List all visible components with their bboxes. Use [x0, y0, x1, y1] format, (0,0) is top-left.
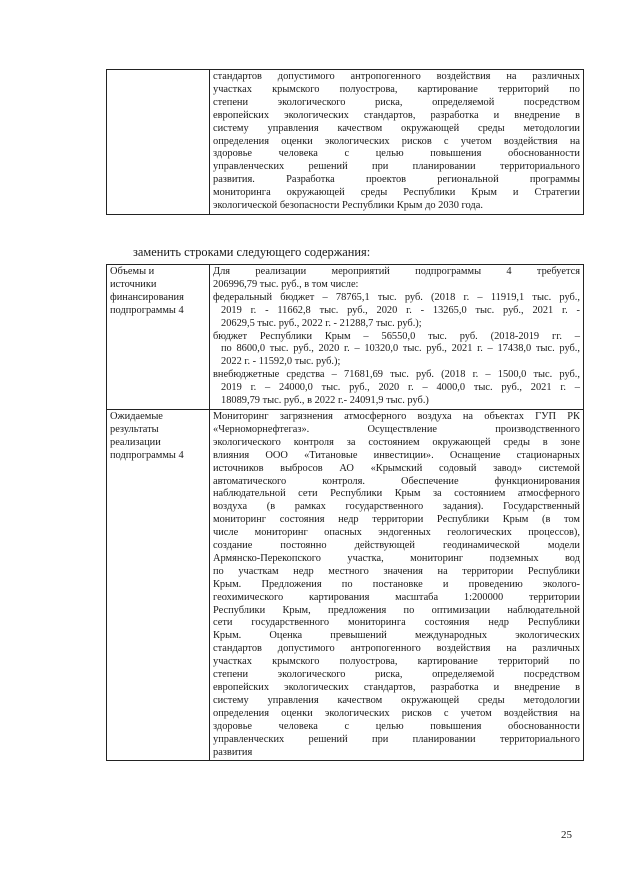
text-line: степени экологического риска, определяемой посредством [213, 669, 580, 681]
text-line: систему управления качеством окружающей среды методологии [213, 122, 580, 134]
text-line: управленческих решений при планировании территориального [213, 733, 580, 745]
text-line: участках крымского полуострова, картирование территорий по [213, 83, 580, 95]
label-line: подпрограммы 4 [110, 449, 184, 461]
table-row [107, 70, 584, 215]
label-line: Объемы и [110, 266, 155, 277]
text-line: 20629,5 тыс. руб., 2022 г. - 21288,7 тыс. руб.); [221, 317, 422, 329]
text-line: влияния ООО «Титановые инвестиции». Оснащение стационарных [213, 449, 580, 461]
text-line: по 8600,0 тыс. руб., 2020 г. – 10320,0 тыс. руб., 2021 г. – 17438,0 тыс. руб., [221, 343, 580, 355]
text-line: систему управления качеством окружающей среды методологии [213, 694, 580, 706]
text-line: Армянско-Перекопского участка, мониторинг подземных вод [213, 552, 580, 564]
results-label-cell [107, 409, 210, 760]
text-line: числе мониторинг опасных эндогенных геологических процессов), [213, 527, 580, 539]
financing-content-cell [210, 265, 584, 410]
text-line: европейских экологических стандартов, разработка и внедрение в [213, 682, 580, 693]
text-line: экологической безопасности Республики Крым до 2030 года. [213, 200, 483, 212]
text-line: стандартов допустимого антропогенного воздействия на различных [213, 71, 580, 82]
text-line: автоматического контроля. Обеспечение функционирования [213, 475, 580, 487]
text-line: воздуха (в рамках государственного задания). Государственный [213, 501, 580, 513]
text-line: экологического контроля за состоянием окружающей среды в зоне [213, 436, 580, 448]
text-line: источников выбросов АО «Крымский содовый завод» системой [213, 462, 580, 474]
text-line: 18089,79 тыс. руб., в 2022 г.- 24091,9 тыс. руб.) [221, 395, 429, 407]
text-line: по участкам недр местного значения на территории Республики [213, 565, 580, 577]
text-line: «Черноморнефтегаз». Осуществление производственного [213, 423, 580, 435]
label-cell-empty [107, 70, 210, 215]
text-line: мониторинга окружающей среды Республики Крым и Стратегии [213, 187, 580, 199]
text-line: участках крымского полуострова, картирование территорий по [213, 656, 580, 668]
content-cell [210, 70, 584, 215]
label-line: Ожидаемые [110, 410, 163, 422]
top-table [106, 69, 584, 215]
text-line: степени экологического риска, определяемой посредством [213, 96, 580, 108]
text-line: Крым. Предложения по постановке и проведению эколого- [213, 578, 580, 590]
text-line: 206996,79 тыс. руб., в том числе: [213, 278, 359, 290]
text-line: определения оценки экологических рисков с учетом воздействия на [213, 135, 580, 147]
text-line: управленческих решений при планировании территориального [213, 161, 580, 173]
text-line: 2019 г. - 11662,8 тыс. руб., 2020 г. - 13265,0 тыс. руб., 2021 г. - [221, 304, 580, 316]
table-row [107, 409, 584, 760]
text-line: 2022 г. - 11592,0 тыс. руб.); [221, 356, 341, 368]
text-line: геохимического картирования масштаба 1:200000 территории [213, 591, 580, 603]
text-line: Республики Крым, предложения по оптимизации наблюдательной [213, 604, 580, 616]
text-line: Крым. Оценка превышений международных экологических [213, 630, 580, 642]
text-line: бюджет Республики Крым – 56550,0 тыс. руб. (2018-2019 гг. – [213, 330, 580, 342]
label-line: финансирования [110, 291, 184, 303]
text-line: Мониторинг загрязнения атмосферного воздуха на объектах ГУП РК [213, 410, 580, 422]
text-line: развития [213, 746, 253, 758]
page-number: 25 [561, 829, 572, 841]
text-line: здоровье человека с целью повышения обоснованности [213, 148, 580, 160]
text-line: Для реализации мероприятий подпрограммы 4 требуется [213, 266, 580, 277]
text-line: федеральный бюджет – 78765,1 тыс. руб. (2018 г. – 11919,1 тыс. руб., [213, 291, 580, 303]
text-line: мониторинг состояния недр территории Республики Крым (в том [213, 514, 580, 526]
label-line: реализации [110, 436, 161, 448]
label-line: результаты [110, 423, 159, 435]
text-line: создание постоянно действующей геодинамической модели [213, 540, 580, 552]
label-line: подпрограммы 4 [110, 304, 184, 316]
label-line: источники [110, 278, 157, 290]
text-line: 2019 г. – 24000,0 тыс. руб., 2020 г. – 4000,0 тыс. руб., 2021 г. – [221, 382, 580, 394]
table-row [107, 265, 584, 410]
bottom-table [106, 264, 584, 761]
results-content-cell [210, 409, 584, 760]
text-line: европейских экологических стандартов, разработка и внедрение в [213, 109, 580, 121]
text-line: стандартов допустимого антропогенного воздействия на различных [213, 643, 580, 655]
text-line: определения оценки экологических рисков с учетом воздействия на [213, 707, 580, 719]
financing-label-cell [107, 265, 210, 410]
text-line: сети государственного мониторинга состояния недр Республики [213, 617, 580, 629]
text-line: развития. Разработка проектов региональной программы [213, 174, 580, 186]
text-line: внебюджетные средства – 71681,69 тыс. руб. (2018 г. – 1500,0 тыс. руб., [213, 369, 580, 381]
text-line: здоровье человека с целью повышения обоснованности [213, 720, 580, 732]
replace-instruction: заменить строками следующего содержания: [133, 245, 371, 259]
text-line: наблюдательной сети Республики Крым за состоянием атмосферного [213, 488, 580, 500]
